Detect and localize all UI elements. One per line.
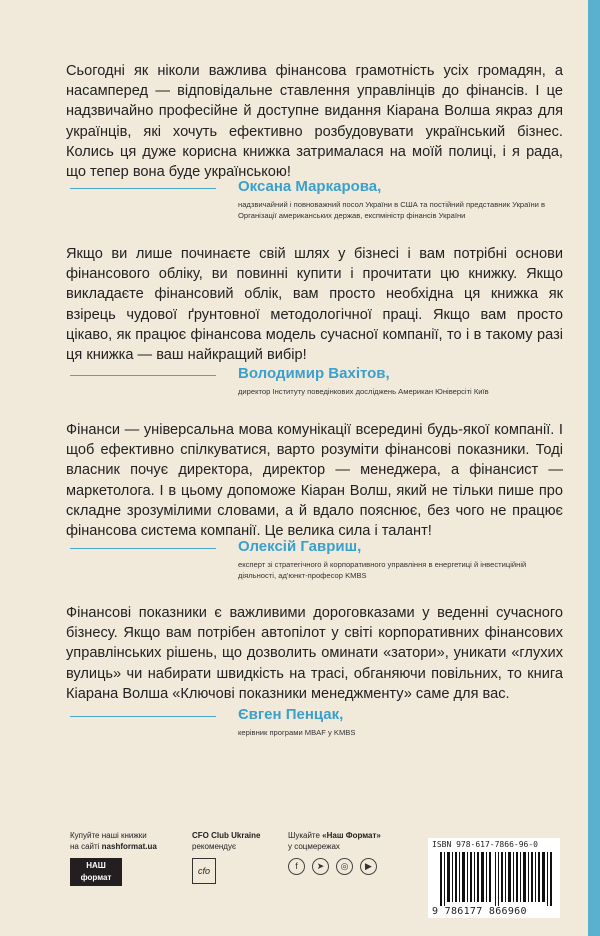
testimonial-role-3: експерт зі стратегічного й корпоративного управління в енергетиці й інвестиційній діяльності, ад'юнкт-професор KMBS (238, 560, 527, 580)
testimonial-author-1: Оксана Маркарова, (238, 178, 382, 195)
facebook-icon[interactable]: f (288, 858, 305, 875)
testimonial-role-4: керівник програми MBAF у KMBS (238, 728, 356, 737)
testimonial-quote-1: Сьогодні як ніколи важлива фінансова грамотність усіх громадян, а насамперед — відповідальне ставлення управлінців до фінансів. І це надзвичайно професійне й доступне видання Кіарана Волша якраз для українців, які хочуть ефективно розбудовувати український бізнес. Колись ця дуже корисна книжка затрималася на моїй полиці, і я рада, що тепер вона буде українською! (66, 63, 563, 181)
cfo-recommends: рекомендує (192, 842, 237, 851)
spine-edge (588, 0, 600, 936)
divider-line (70, 375, 216, 376)
cfo-club-name: CFO Club Ukraine (192, 831, 261, 840)
buy-line-1: Купуйте наші книжки (70, 831, 147, 840)
instagram-icon[interactable]: ◎ (336, 858, 353, 875)
testimonial-quote-2: Якщо ви лише починаєте свій шлях у бізнесі і вам потрібні основи фінансового обліку, ви повинні купити і прочитати цю книжку. Якщо викладаєте фінансовий облік, вам просто необхідна ця книжка як взірець чудової ґрунтовної методологічної праці. Якщо вам просто цікаво, як працює фінансова модель сучасної компанії, то і в такому разі ця книжка — ваш найкращий вибір! (66, 246, 563, 364)
buy-line-2: на сайті nashformat.ua (70, 842, 157, 851)
cfo-club-logo: cfo (192, 858, 216, 884)
publisher-logo: НАШ формат (70, 858, 122, 886)
testimonial-role-2: директор Інституту поведінкових досліджень Американ Юніверсіті Київ (238, 387, 489, 396)
divider-line (70, 716, 216, 717)
social-line-2: у соцмережах (288, 842, 340, 851)
testimonial-role-1: надзвичайний і повноважний посол України в США та постійний представник України в Організації американських держав, експміністр фінансів України (238, 200, 546, 220)
barcode-graphic (440, 852, 556, 906)
cfo-club-info (192, 830, 260, 852)
divider-line (70, 548, 216, 549)
testimonial-author-2: Володимир Вахітов, (238, 365, 390, 382)
testimonial-quote-3: Фінанси — універсальна мова комунікації всередині будь-якої компанії. І щоб ефективно спілкуватися, варто розуміти фінансові показники. Тоді власник почує директора, директор — менеджера, а фінансист — маркетолога. І в цьому допоможе Кіаран Волш, який не тільки пише про складне зрозумілими словами, а й вдало пояснює, без чого не працює фінансова система компанії. Це велика сила і талант! (66, 422, 563, 540)
buy-info (70, 830, 157, 852)
divider-line (70, 188, 216, 189)
telegram-icon[interactable]: ➤ (312, 858, 329, 875)
testimonial-quote-4: Фінансові показники є важливими дороговказами у веденні сучасного бізнесу. Якщо вам потрібен автопілот у світі корпоративних фінансових управлінських рішень, що дозволить оминати «затори», уникати «глухих вулиць» чи набирати швидкість на трасі, обганяючи повільних, то книга Кіарана Волша «Ключові показники менеджменту» саме для вас. (66, 605, 563, 702)
social-info: Шукайте «Наш Формат» у соцмережах (288, 831, 381, 851)
barcode-number: 9 786177 866960 (432, 906, 527, 917)
youtube-icon[interactable]: ▶ (360, 858, 377, 875)
testimonial-author-4: Євген Пенцак, (238, 706, 344, 723)
social-brand: «Наш Формат» (322, 831, 381, 840)
isbn-label: ISBN 978-617-7866-96-0 (432, 840, 538, 849)
buy-site-link[interactable]: nashformat.ua (101, 842, 157, 851)
testimonial-author-3: Олексій Гавриш, (238, 538, 362, 555)
